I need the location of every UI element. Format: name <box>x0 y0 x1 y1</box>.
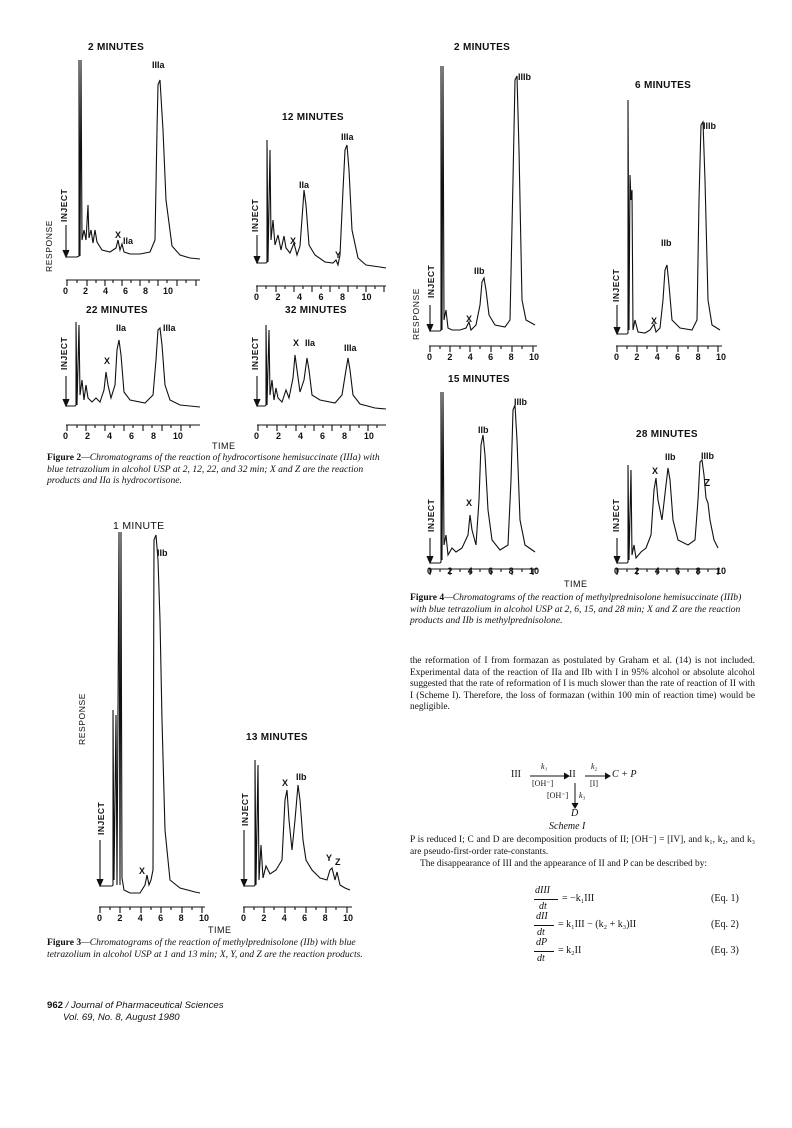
inject-label: INJECT <box>250 198 260 232</box>
peak-label: IIa <box>123 236 134 246</box>
peak-label: IIa <box>299 180 310 190</box>
scheme-oh: [OH⁻] <box>532 779 554 788</box>
inject-label: INJECT <box>426 498 436 532</box>
peak-label: Z <box>335 857 341 867</box>
fraction-bar <box>534 899 558 900</box>
peak-label: IIIb <box>518 72 531 82</box>
scheme-k3: k₃ <box>579 791 586 800</box>
peak-label: IIIb <box>703 121 716 131</box>
eq-denominator: dt <box>539 901 547 912</box>
journal-volume: Vol. 69, No. 8, August 1980 <box>63 1012 180 1023</box>
x-tick-labels: 0 2 4 6 8 10 <box>614 566 726 576</box>
peak-label: IIa <box>116 323 127 333</box>
journal-name: / Journal of Pharmaceutical Sciences <box>63 1000 224 1011</box>
inject-label: INJECT <box>426 264 436 298</box>
peak-label: IIIa <box>341 132 354 142</box>
eq-numerator: dIII <box>535 885 550 896</box>
response-axis-label: RESPONSE <box>411 287 421 340</box>
peak-label: IIa <box>305 338 316 348</box>
time-axis-label: TIME <box>212 441 236 451</box>
fraction-bar <box>534 925 554 926</box>
chart-title: 2 MINUTES <box>454 42 511 53</box>
peak-label: IIIa <box>163 323 176 333</box>
peak-label: X <box>466 314 473 324</box>
eq-denominator: dt <box>537 953 545 964</box>
peak-label: Y <box>326 853 333 863</box>
chart-title: 15 MINUTES <box>448 374 510 385</box>
chart-title: 32 MINUTES <box>285 305 347 316</box>
peak-label: IIb <box>661 238 672 248</box>
inject-label: INJECT <box>611 268 621 302</box>
eq-denominator: dt <box>537 927 545 938</box>
peak-label: IIb <box>157 548 168 558</box>
peak-label: IIIa <box>344 343 357 353</box>
eq-rhs: = −k₁III <box>562 893 595 904</box>
x-tick-labels: 0 2 4 6 8 10 <box>254 431 374 441</box>
chart-title: 2 MINUTES <box>88 42 145 53</box>
inject-label: INJECT <box>240 792 250 826</box>
eq-tag: (Eq. 2) <box>711 919 739 930</box>
eq-rhs: = k₂II <box>558 945 582 956</box>
caption-text: —Chromatograms of the reaction of hydrocortisone hemisuccinate (IIIa) with blue tetrazolium in alcohol USP at 2, 12, 22, and 32 min; X and Z are the reaction products and IIa is hydrocortisone. <box>47 452 380 487</box>
chart-title: 1 MINUTE <box>113 520 165 532</box>
time-axis-label: TIME <box>208 925 232 935</box>
inject-label: INJECT <box>59 336 69 370</box>
scheme-label: Scheme I <box>549 821 586 832</box>
peak-label: X <box>139 866 146 876</box>
chart-title: 6 MINUTES <box>635 80 692 91</box>
peak-label: Z <box>704 478 711 489</box>
caption-lead: Figure 2 <box>47 452 82 463</box>
peak-label: IIIa <box>152 60 165 70</box>
x-tick-labels: 0 2 4 6 8 10 <box>427 352 539 362</box>
peak-label: X <box>290 236 297 246</box>
paragraph-describe: The disappearance of III and the appearance of II and P can be described by: <box>420 859 708 869</box>
peak-label: IIb <box>665 452 676 462</box>
peak-label: X <box>651 316 658 326</box>
eq-numerator: dII <box>536 911 548 922</box>
scheme-oh-down: [OH⁻] <box>547 791 569 800</box>
peak-label: X <box>652 466 659 476</box>
peak-label: X <box>282 778 289 788</box>
chart-title: 13 MINUTES <box>246 732 308 743</box>
page-number: 962 <box>47 1000 64 1011</box>
x-tick-labels: 0 2 4 6 8 10 <box>241 913 353 923</box>
caption-lead: Figure 3 <box>47 937 82 948</box>
scheme-k1: k₁ <box>541 762 548 771</box>
x-tick-labels: 0 2 4 6 8 10 <box>254 292 372 302</box>
paragraph-reformation: the reformation of I from formazan as postulated by Graham et al. (14) is not included. Experimental data of the reaction of IIa and IIb with I in 95% alcohol or absolute alcohol suggested that the rate of reformation of I is much slower than the rate of reaction of II with I (Scheme I). Therefore, the loss of formazan (within 100 min of reaction time) would be negligible. <box>410 656 755 713</box>
chart-title: 12 MINUTES <box>282 112 344 123</box>
chart-title: 22 MINUTES <box>86 305 148 316</box>
x-tick-labels: 0 2 4 6 8 10 <box>63 286 174 296</box>
fraction-bar <box>534 951 554 952</box>
peak-label: IIb <box>474 266 485 276</box>
scheme-d: D <box>571 808 579 819</box>
scheme-k2: k₂ <box>591 762 598 771</box>
page-footer <box>47 1000 224 1024</box>
peak-label: X <box>104 356 111 366</box>
peak-label: Y <box>335 250 342 260</box>
peak-label: IIIb <box>701 451 714 461</box>
scheme-ii: II <box>569 769 576 780</box>
inject-label: INJECT <box>250 336 260 370</box>
caption-text: —Chromatograms of the reaction of methylprednisolone hemisuccinate (IIIb) with blue tetrazolium in alcohol USP at 2, 6, 15, and 28 min; X and Z are the reaction products and IIb is methylprednisolone. <box>410 592 742 627</box>
peak-label: IIIb <box>514 397 527 407</box>
eq-numerator: dP <box>536 937 548 948</box>
eq-tag: (Eq. 3) <box>711 945 739 956</box>
x-tick-labels: 0 2 4 6 8 10 <box>63 431 183 441</box>
response-axis-label: RESPONSE <box>44 219 54 272</box>
peak-label: IIb <box>478 425 489 435</box>
x-tick-labels: 0 2 4 6 8 10 <box>97 913 209 923</box>
scheme-i: [I] <box>590 779 598 788</box>
eq-tag: (Eq. 1) <box>711 893 739 904</box>
paragraph-definitions: P is reduced I; C and D are decomposition products of II; [OH⁻] = [IV], and k₁, k₂, and k₃ are pseudo-first-order rate-constants. <box>410 835 755 857</box>
peak-label: IIb <box>296 772 307 782</box>
scheme-cp: C + P <box>612 769 637 780</box>
response-axis-label: RESPONSE <box>77 692 87 745</box>
peak-label: X <box>293 338 300 348</box>
time-axis-label: TIME <box>564 579 588 589</box>
scheme-iii: III <box>511 769 521 780</box>
inject-label: INJECT <box>59 188 69 222</box>
inject-label: INJECT <box>96 801 106 835</box>
eq-rhs: = k₁III − (k₂ + k₃)II <box>558 919 637 930</box>
peak-label: X <box>466 498 473 508</box>
x-tick-labels: 0 2 4 6 8 10 <box>427 566 539 576</box>
caption-text: —Chromatograms of the reaction of methylprednisolone (IIb) with blue tetrazolium in alcohol USP at 1 and 13 min; X, Y, and Z are the reaction products. <box>47 937 363 960</box>
x-tick-labels: 0 2 4 6 8 10 <box>614 352 726 362</box>
chart-title: 28 MINUTES <box>636 429 698 440</box>
peak-label: X <box>115 230 122 240</box>
footer-line-1 <box>47 1000 224 1012</box>
caption-lead: Figure 4 <box>410 592 445 603</box>
inject-label: INJECT <box>611 498 621 532</box>
